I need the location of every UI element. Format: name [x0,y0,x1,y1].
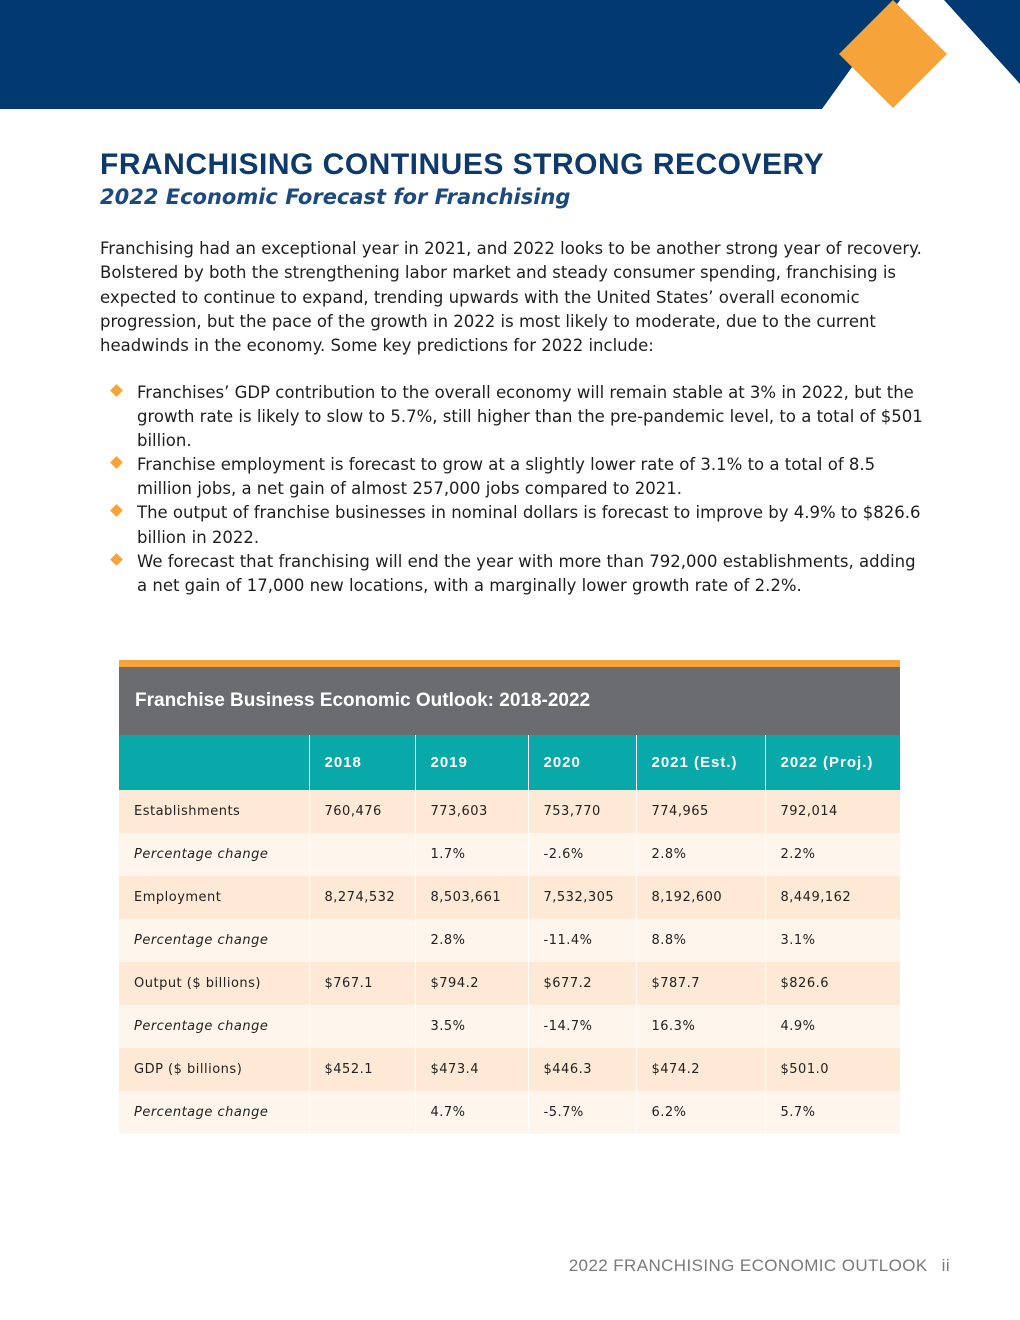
table-cell: $452.1 [309,1048,415,1091]
table-cell: 8.8% [636,919,765,962]
header-band-shape [0,0,900,109]
table-cell: 2.8% [415,919,528,962]
prediction-text: The output of franchise businesses in nominal dollars is forecast to improve by 4.9% to $826.6 billion in 2022. [137,503,921,547]
table-cell: 1.7% [415,833,528,876]
table-cell: -14.7% [528,1005,636,1048]
header-banner [0,0,1020,109]
table-cell: 16.3% [636,1005,765,1048]
bullet-diamond-icon [110,505,123,518]
table-cell: 6.2% [636,1091,765,1134]
table-row [119,919,900,962]
table-cell: $446.3 [528,1048,636,1091]
table-cell: 8,274,532 [309,876,415,919]
prediction-text: We forecast that franchising will end the year with more than 792,000 establishments, adding a net gain of 17,000 new locations, with a marginally lower growth rate of 2.2%. [137,551,916,595]
row-label: Percentage change [119,919,309,962]
row-label: Percentage change [119,833,309,876]
table-cell: $767.1 [309,962,415,1005]
table-cell: 8,192,600 [636,876,765,919]
table-cell: 5.7% [765,1091,900,1134]
column-header: 2019 [415,735,528,790]
column-header: 2022 (Proj.) [765,735,900,790]
prediction-item [100,381,930,453]
table-cell: 8,503,661 [415,876,528,919]
table-cell: 8,449,162 [765,876,900,919]
table-cell: $474.2 [636,1048,765,1091]
outlook-table-card [119,660,900,1134]
page-footer [0,1256,950,1276]
table-cell [309,919,415,962]
table-header-row [119,735,900,790]
table-row [119,1005,900,1048]
column-header: 2018 [309,735,415,790]
table-row [119,962,900,1005]
table-cell: 3.1% [765,919,900,962]
intro-paragraph: Franchising had an exceptional year in 2021, and 2022 looks to be another strong year of recovery. Bolstered by both the strengthening labor market and steady consumer spending, franchising is expected to continue to expand, trending upwards with the United States’ overall economic progression, but the pace of the growth in 2022 is most likely to moderate, due to the current headwinds in the economy. Some key predictions for 2022 include: [100,239,922,356]
page-number: ii [941,1256,950,1275]
row-label: Percentage change [119,1005,309,1048]
row-label: Establishments [119,790,309,833]
table-cell: 7,532,305 [528,876,636,919]
bullet-diamond-icon [110,456,123,469]
bullet-diamond-icon [110,384,123,397]
page-subtitle: 2022 Economic Forecast for Franchising [100,185,571,209]
table-row [119,1091,900,1134]
table-cell: 4.7% [415,1091,528,1134]
table-cell: 760,476 [309,790,415,833]
column-header: 2020 [528,735,636,790]
table-cell: $826.6 [765,962,900,1005]
table-cell: $794.2 [415,962,528,1005]
header-corner-triangle [944,0,1020,84]
prediction-text: Franchise employment is forecast to grow at a slightly lower rate of 3.1% to a total of 8.5 million jobs, a net gain of almost 257,000 jobs compared to 2021. [137,455,876,499]
table-cell: $677.2 [528,962,636,1005]
table-cell: 753,770 [528,790,636,833]
table-cell: $473.4 [415,1048,528,1091]
table-cell: 792,014 [765,790,900,833]
table-title: Franchise Business Economic Outlook: 2018-2022 [119,667,900,735]
table-cell: 774,965 [636,790,765,833]
prediction-item [100,453,930,501]
table-row [119,790,900,833]
table-cell: -11.4% [528,919,636,962]
outlook-table [119,735,900,1134]
row-label: Output ($ billions) [119,962,309,1005]
table-cell [309,1005,415,1048]
table-cell: 773,603 [415,790,528,833]
table-row [119,876,900,919]
table-row [119,833,900,876]
table-cell: 2.2% [765,833,900,876]
table-accent-bar [119,660,900,667]
row-label: GDP ($ billions) [119,1048,309,1091]
footer-title: 2022 FRANCHISING ECONOMIC OUTLOOK [568,1256,928,1275]
row-label: Employment [119,876,309,919]
table-cell: 2.8% [636,833,765,876]
table-cell: -5.7% [528,1091,636,1134]
page-title: FRANCHISING CONTINUES STRONG RECOVERY [100,148,825,181]
table-cell [309,833,415,876]
table-cell: -2.6% [528,833,636,876]
prediction-item [100,501,930,549]
prediction-list [100,381,930,598]
table-cell [309,1091,415,1134]
bullet-diamond-icon [110,553,123,566]
table-row [119,1048,900,1091]
table-cell: $501.0 [765,1048,900,1091]
table-cell: 3.5% [415,1005,528,1048]
prediction-text: Franchises’ GDP contribution to the overall economy will remain stable at 3% in 2022, but the growth rate is likely to slow to 5.7%, still higher than the pre-pandemic level, to a total of $501 billion. [137,383,923,451]
column-header: 2021 (Est.) [636,735,765,790]
table-cell: $787.7 [636,962,765,1005]
column-header [119,735,309,790]
table-cell: 4.9% [765,1005,900,1048]
prediction-item [100,550,930,598]
row-label: Percentage change [119,1091,309,1134]
